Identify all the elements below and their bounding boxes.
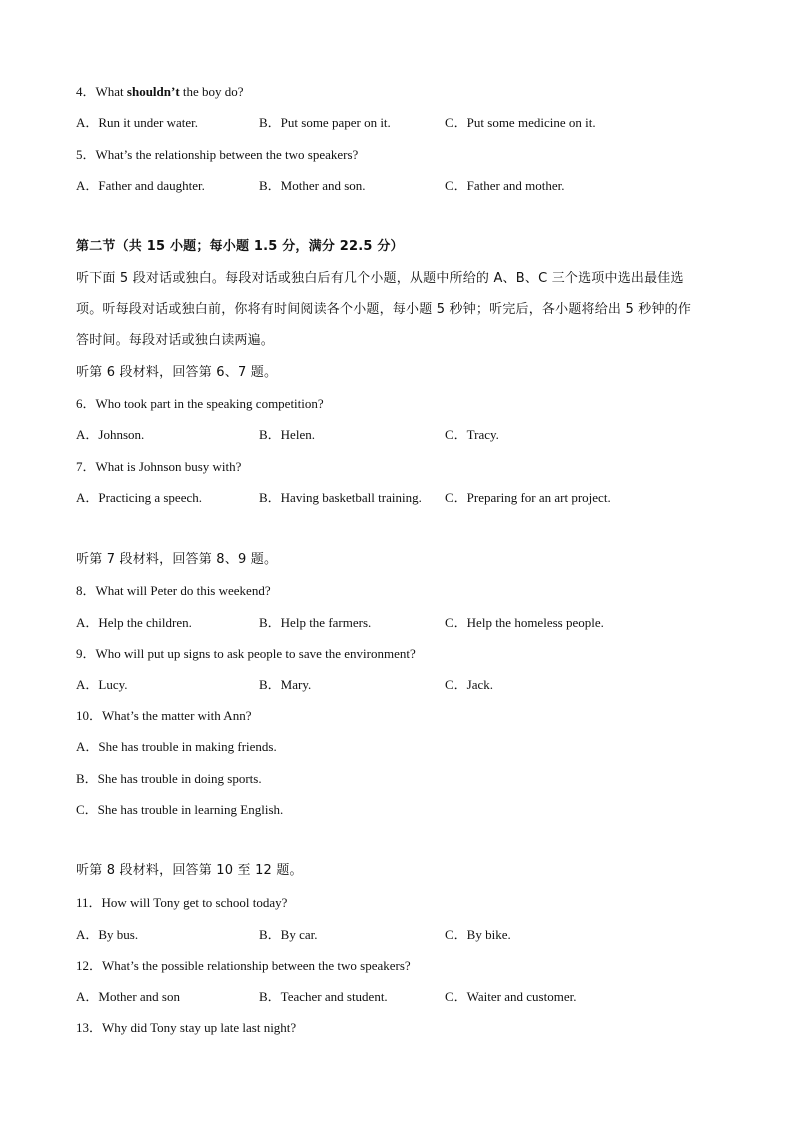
option-9a: A．Lucy.: [76, 677, 128, 692]
option-7c: C．Preparing for an art project.: [445, 490, 611, 505]
passage-8-intro: 听第 8 段材料，回答第 10 至 12 题。: [76, 863, 303, 878]
question-9: 9．Who will put up signs to ask people to save the environment?: [76, 646, 416, 661]
option-5b: B．Mother and son.: [259, 178, 366, 193]
option-11a: A．By bus.: [76, 927, 139, 942]
option-6c: C．Tracy.: [445, 427, 499, 442]
option-9b: B．Mary.: [259, 677, 312, 692]
question-4-suffix: the boy do?: [179, 84, 244, 99]
question-8: 8．What will Peter do this weekend?: [76, 583, 271, 598]
question-6: 6．Who took part in the speaking competition?: [76, 396, 324, 411]
instructions-line-3: 答时间。每段对话或独白读两遍。: [76, 333, 275, 348]
option-5a: A．Father and daughter.: [76, 178, 205, 193]
option-5c: C．Father and mother.: [445, 178, 565, 193]
option-11b: B．By car.: [259, 927, 318, 942]
passage-7-intro: 听第 7 段材料，回答第 8、9 题。: [76, 552, 278, 567]
option-10a: A．She has trouble in making friends.: [76, 739, 277, 754]
option-12c: C．Waiter and customer.: [445, 989, 577, 1004]
section-heading: 第二节（共 15 小题；每小题 1.5 分，满分 22.5 分）: [76, 239, 404, 254]
option-4a: A．Run it under water.: [76, 115, 199, 130]
option-8b: B．Help the farmers.: [259, 615, 372, 630]
option-8a: A．Help the children.: [76, 615, 192, 630]
option-6b: B．Helen.: [259, 427, 315, 442]
option-7b: B．Having basketball training.: [259, 490, 422, 505]
question-7: 7．What is Johnson busy with?: [76, 459, 242, 474]
question-5: 5．What’s the relationship between the two speakers?: [76, 147, 359, 162]
option-12b: B．Teacher and student.: [259, 989, 388, 1004]
option-4b: B．Put some paper on it.: [259, 115, 391, 130]
option-4c: C．Put some medicine on it.: [445, 115, 596, 130]
option-11c: C．By bike.: [445, 927, 511, 942]
instructions-line-1: 听下面 5 段对话或独白。每段对话或独白后有几个小题，从题中所给的 A、B、C 三个选项中选出最佳选: [76, 271, 684, 286]
question-4-emphasis: shouldn’t: [126, 84, 180, 99]
question-13: 13．Why did Tony stay up late last night?: [76, 1020, 297, 1035]
option-9c: C．Jack.: [445, 677, 494, 692]
option-12a: A．Mother and son: [76, 989, 180, 1004]
option-10b: B．She has trouble in doing sports.: [76, 771, 262, 786]
question-4-prefix: 4．What: [76, 84, 127, 99]
option-6a: A．Johnson.: [76, 427, 145, 442]
option-10c: C．She has trouble in learning English.: [76, 802, 284, 817]
passage-6-intro: 听第 6 段材料，回答第 6、7 题。: [76, 365, 278, 380]
question-10: 10．What’s the matter with Ann?: [76, 708, 252, 723]
option-8c: C．Help the homeless people.: [445, 615, 604, 630]
question-12: 12．What’s the possible relationship between the two speakers?: [76, 958, 411, 973]
instructions-line-2: 项。听每段对话或独白前，你将有时间阅读各个小题，每小题 5 秒钟；听完后，各小题将给出 5 秒钟的作: [76, 302, 692, 317]
option-7a: A．Practicing a speech.: [76, 490, 202, 505]
question-11: 11．How will Tony get to school today?: [76, 895, 288, 910]
question-4: [76, 83, 244, 101]
